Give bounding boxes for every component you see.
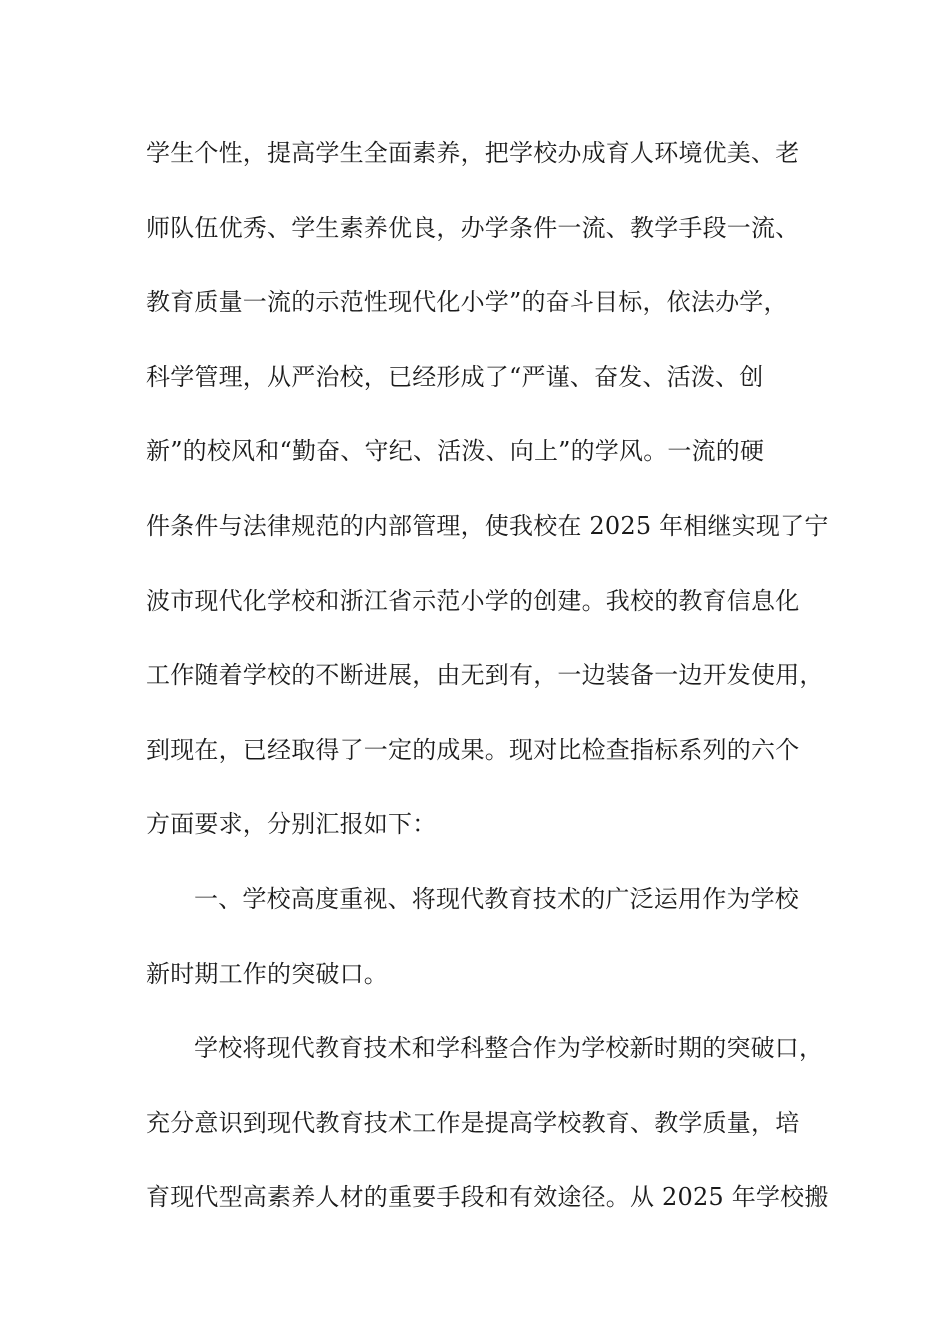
text-line: 科学管理，从严治校，已经形成了“严谨、奋发、活泼、创: [146, 363, 764, 391]
text-line: 学生个性，提高学生全面素养，把学校办成育人环境优美、老: [146, 139, 800, 167]
text-line: 工作随着学校的不断进展，由无到有，一边装备一边开发使用，: [146, 661, 824, 689]
text-line: 学校将现代教育技术和学科整合作为学校新时期的突破口，: [194, 1034, 824, 1062]
text-line: 到现在，已经取得了一定的成果。现对比检查指标系列的六个: [146, 736, 800, 764]
text-line: 充分意识到现代教育技术工作是提高学校教育、教学质量，培: [146, 1109, 800, 1137]
text-line: 新”的校风和“勤奋、守纪、活泼、向上”的学风。一流的硬: [146, 437, 765, 465]
text-line: 师队伍优秀、学生素养优良，办学条件一流、教学手段一流、: [146, 214, 800, 242]
text-line: 教育质量一流的示范性现代化小学”的奋斗目标，依法办学，: [146, 288, 788, 316]
section-heading-line: 新时期工作的突破口。: [146, 960, 388, 988]
text-line: 育现代型高素养人材的重要手段和有效途径。从 2025 年学校搬: [146, 1183, 829, 1211]
text-line: 方面要求，分别汇报如下：: [146, 810, 437, 838]
text-line: 件条件与法律规范的内部管理，使我校在 2025 年相继实现了宁: [146, 512, 829, 540]
section-heading-line: 一、学校高度重视、将现代教育技术的广泛运用作为学校: [194, 885, 799, 913]
text-line: 波市现代化学校和浙江省示范小学的创建。我校的教育信息化: [146, 587, 800, 615]
